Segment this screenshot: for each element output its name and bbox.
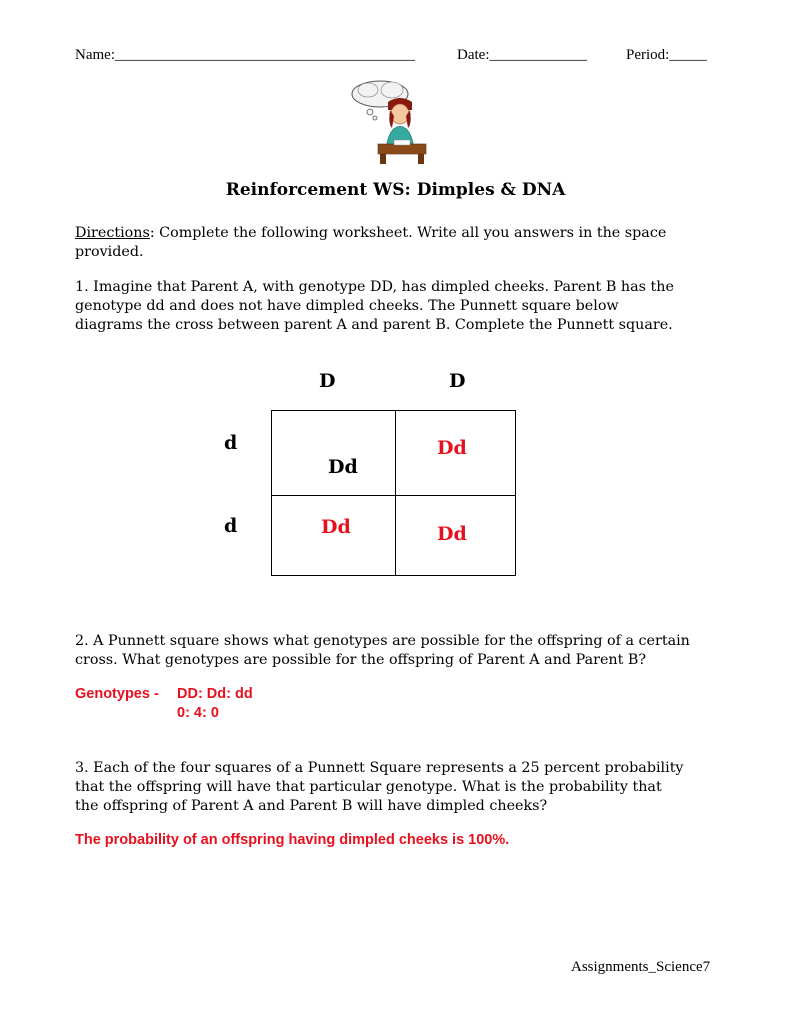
q3-line: 3. Each of the four squares of a Punnett Square represents a 25 percent probability	[75, 760, 684, 776]
directions-paragraph	[75, 224, 725, 262]
punnett-side-label: d	[224, 432, 238, 454]
question-2	[75, 632, 725, 670]
genotypes-answer-label: Genotypes -	[75, 686, 159, 702]
thinking-student-clipart	[350, 80, 440, 166]
question-1	[75, 278, 725, 335]
directions-text-line1: : Complete the following worksheet. Write all you answers in the space	[149, 225, 667, 241]
q2-line: cross. What genotypes are possible for the offspring of Parent A and Parent B?	[75, 652, 647, 668]
date-field-label: Date:_____________	[457, 47, 587, 63]
period-field-label: Period:_____	[626, 47, 707, 63]
probability-answer: The probability of an offspring having dimpled cheeks is 100%.	[75, 832, 510, 848]
punnett-divider-horizontal	[271, 495, 516, 496]
q1-line: genotype dd and does not have dimpled cheeks. The Punnett square below	[75, 298, 619, 314]
directions-label: Directions	[75, 225, 150, 241]
question-3	[75, 759, 725, 816]
name-field-label: Name:________________________________________	[75, 47, 415, 63]
punnett-cell: Dd	[328, 456, 358, 478]
genotypes-answer-line2: 0: 4: 0	[177, 705, 219, 721]
q1-line: 1. Imagine that Parent A, with genotype DD, has dimpled cheeks. Parent B has the	[75, 279, 674, 295]
punnett-top-label: D	[449, 370, 466, 392]
q2-line: 2. A Punnett square shows what genotypes are possible for the offspring of a certain	[75, 633, 690, 649]
genotypes-answer-line1: DD: Dd: dd	[177, 686, 253, 702]
student-figure	[378, 98, 426, 164]
worksheet-title: Reinforcement WS: Dimples & DNA	[225, 180, 566, 200]
punnett-top-label: D	[319, 370, 336, 392]
punnett-square	[271, 410, 516, 576]
q3-line: the offspring of Parent A and Parent B will have dimpled cheeks?	[75, 798, 548, 814]
punnett-cell: Dd	[321, 516, 351, 538]
punnett-cell: Dd	[437, 523, 467, 545]
footer-label: Assignments_Science7	[571, 959, 711, 975]
directions-text-line2: provided.	[75, 244, 144, 260]
punnett-divider-vertical	[395, 410, 396, 576]
punnett-cell: Dd	[437, 437, 467, 459]
q1-line: diagrams the cross between parent A and parent B. Complete the Punnett square.	[75, 317, 673, 333]
punnett-side-label: d	[224, 515, 238, 537]
q3-line: that the offspring will have that particular genotype. What is the probability that	[75, 779, 662, 795]
